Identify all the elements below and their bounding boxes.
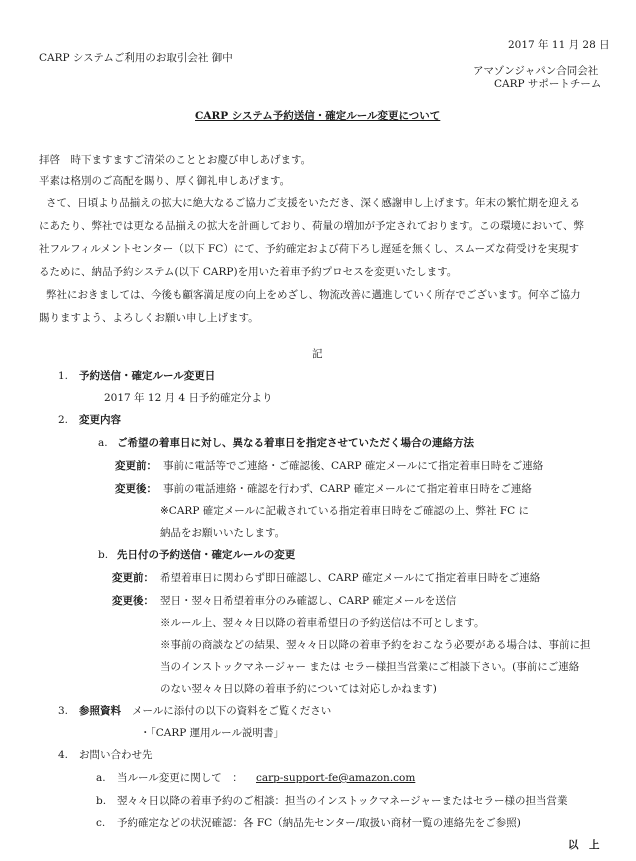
section-2b-note-4: のない翌々々日以降の着車予約については対応しかねます) (160, 683, 437, 695)
document-date: 2017 年 11 月 28 日 (508, 39, 610, 51)
section-2b-after-text: 翌日・翌々日希望着車分のみ確認し、CARP 確定メールを送信 (160, 595, 457, 607)
section-1-title: 予約送信・確定ルール変更日 (79, 370, 216, 382)
intro-thanks: 平素は格別のご高配を賜り、厚く御礼申しあげます。 (39, 175, 291, 187)
section-4a-text: 当ルール変更に関して ： (117, 772, 243, 784)
section-3-description: メールに添付の以下の資料をご覧ください (132, 705, 332, 717)
section-2a-before-label: 変更前： (115, 460, 157, 472)
intro-body-line-1: さて、日頃より品揃えの拡大に絶大なるご協力ご支援をいただき、深く感謝申し上げます。年末の繁忙期を迎える (46, 197, 581, 209)
section-1-number: 1. (58, 370, 69, 382)
section-2a-title: ご希望の着車日に対し、異なる着車日を指定させていただく場合の連絡方法 (117, 437, 474, 449)
intro-closing-line-1: 弊社におきましては、今後も顧客満足度の向上をめざし、物流改善に邁進していく所存でございます。何卒ご協力 (46, 289, 581, 301)
section-1-body: 2017 年 12 月 4 日予約確定分より (104, 392, 273, 404)
section-2b-letter: b. (98, 549, 109, 561)
section-2a-after-label: 変更後： (115, 483, 157, 495)
ki-mark: 記 (312, 348, 323, 360)
section-2a-note-2: 納品をお願いいたします。 (160, 527, 286, 539)
recipient-line: CARP システムご利用のお取引会社 御中 (39, 52, 233, 64)
section-4-title: お問い合わせ先 (79, 749, 153, 761)
section-4c-text: 予約確定などの状況確認：各 FC（納品先センター/取扱い商材一覧の連絡先をご参照) (117, 817, 521, 829)
section-2-title: 変更内容 (79, 414, 121, 426)
section-2b-before-label: 変更前： (112, 572, 154, 584)
sender-team: CARP サポートチーム (494, 78, 602, 90)
section-2b-title: 先日付の予約送信・確定ルールの変更 (117, 549, 296, 561)
support-email-link[interactable]: carp-support-fe@amazon.com (256, 772, 416, 784)
section-3-title: 参照資料 (79, 705, 121, 717)
section-4b-text: 翌々々日以降の着車予約のご相談：担当のインストックマネージャーまたはセラー様の担当営業 (117, 795, 568, 807)
intro-greeting: 拝啓 時下ますますご清栄のこととお慶び申しあげます。 (39, 154, 312, 166)
intro-body-line-2: にあたり、弊社では更なる品揃えの拡大を計画しており、荷量の増加が予定されております。この環境において、弊 (39, 220, 584, 232)
section-3-attachment-item: ・「CARP 運用ルール説明書」 (140, 727, 284, 739)
section-4a-letter: a. (96, 772, 106, 784)
section-4c-letter: c. (96, 817, 106, 829)
section-2b-note-3: 当のインストックマネージャー または セラー様担当営業にご相談下さい。(事前にご連絡 (160, 661, 580, 673)
closing-ijo: 以 上 (568, 839, 600, 851)
section-3-number: 3. (58, 705, 69, 717)
section-4-number: 4. (58, 749, 69, 761)
section-4b-letter: b. (96, 795, 107, 807)
section-2b-note-2: ※事前の商談などの結果、翌々々日以降の着車予約をおこなう必要がある場合は、事前に担 (160, 639, 591, 651)
section-2b-note-1: ※ルール上、翌々々日以降の着車希望日の予約送信は不可とします。 (160, 617, 485, 629)
section-2a-before-text: 事前に電話等でご連絡・ご確認後、CARP 確定メールにて指定着車日時をご連絡 (163, 460, 544, 472)
intro-closing-line-2: 賜りますよう、よろしくお願い申し上げます。 (39, 312, 259, 324)
section-2-number: 2. (58, 414, 69, 426)
section-2b-before-text: 希望着車日に関わらず即日確認し、CARP 確定メールにて指定着車日時をご連絡 (160, 572, 541, 584)
intro-body-line-4: るために、納品予約システム(以下 CARP)を用いた着車予約プロセスを変更いたします。 (39, 266, 458, 278)
section-2a-after-text: 事前の電話連絡・確認を行わず、CARP 確定メールにて指定着車日時をご連絡 (163, 483, 532, 495)
sender-company: アマゾンジャパン合同会社 (473, 65, 599, 77)
intro-body-line-3: 社フルフィルメントセンター（以下 FC）にて、予約確定および荷下ろし遅延を無くし、スムーズな荷受けを実現す (39, 243, 580, 255)
section-2a-note-1: ※CARP 確定メールに記載されている指定着車日時をご確認の上、弊社 FC に (160, 505, 530, 517)
section-2b-after-label: 変更後： (112, 595, 154, 607)
section-2a-letter: a. (98, 437, 108, 449)
document-title: CARP システム予約送信・確定ルール変更について (195, 110, 441, 122)
